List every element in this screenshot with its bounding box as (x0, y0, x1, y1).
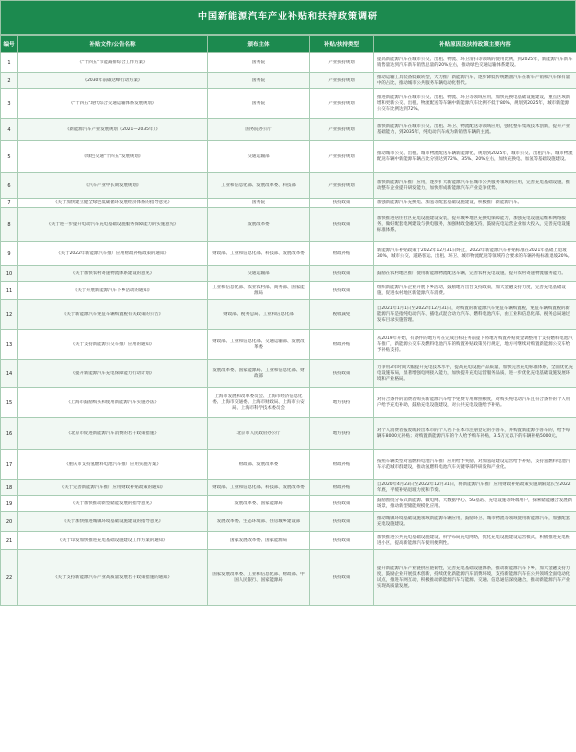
cell-number-text: 15 (5, 399, 13, 406)
cell-issuer-text: 国务院 (251, 59, 266, 65)
table-row (1, 119, 576, 141)
cell-issuer-text: 发展改革委 (247, 221, 270, 227)
cell-number-text: 2 (7, 77, 11, 84)
cell-issuer-text: 工业和信息化部、发展改革委、科技部 (221, 182, 296, 188)
header-issuer[interactable]: 颁布主体 (208, 36, 310, 53)
cell-document-name-text: 《关于进一步提升电动汽车充电基础设施服务保障能力的实施意见》 (46, 221, 179, 227)
cell-subsidy-type-text: 地方扶持 (332, 430, 351, 436)
cell-issuer-text: 国家发展改革委、工业和信息化部、财政部、中国人民银行、国家能源局 (212, 571, 305, 583)
cell-issuer[interactable] (208, 532, 310, 550)
cell-subsidy-type-text: 产业扶持规划 (328, 77, 355, 83)
cell-content[interactable] (374, 450, 576, 480)
cell-subsidy-type-text: 扶持政策 (332, 518, 351, 524)
cell-number-text: 4 (7, 126, 11, 133)
cell-document-name-text: 《关于加快农村寄递物流体系建设的意见》 (70, 270, 155, 276)
cell-content[interactable] (374, 360, 576, 388)
table-row (1, 89, 576, 119)
cell-number[interactable] (1, 266, 18, 282)
cell-issuer[interactable] (208, 388, 310, 418)
cell-document-name-text: 《关于完善新能源汽车推广应用财政补贴政策的通知》 (59, 484, 166, 490)
cell-content[interactable] (374, 89, 576, 119)
cell-number[interactable] (1, 418, 18, 450)
cell-number-text: 8 (7, 221, 11, 228)
cell-issuer-text: 发展改革委、生态环境部、住房城乡建设部 (216, 518, 301, 524)
cell-content-text: 加快新能源汽车在城市公交、出租、环卫、物流配送等领域应用，强化整车集成技术创新，提升产业基础能力，到2035年，纯电动汽车成为新销售车辆的主流。 (377, 123, 571, 135)
cell-subsidy-type-text: 扶持政策 (332, 574, 351, 580)
cell-number[interactable] (1, 450, 18, 480)
cell-document-name[interactable] (18, 480, 208, 496)
cell-document-name-text: 《关于开展新能源汽车下乡活动的通知》 (72, 287, 153, 293)
cell-number[interactable] (1, 282, 18, 300)
cell-issuer[interactable] (208, 330, 310, 360)
cell-number[interactable] (1, 199, 18, 208)
cell-subsidy-type[interactable] (310, 330, 374, 360)
header-content[interactable]: 补贴原因及扶持政策主要内容 (374, 36, 576, 53)
cell-subsidy-type[interactable] (310, 512, 374, 532)
table-row (1, 73, 576, 89)
cell-number[interactable] (1, 360, 18, 388)
cell-document-name[interactable] (18, 418, 208, 450)
table-row (1, 266, 576, 282)
cell-document-name[interactable] (18, 388, 208, 418)
cell-issuer[interactable] (208, 73, 310, 89)
cell-issuer-text: 财政部、工业和信息化部、交通运输部、发展改革委 (212, 338, 305, 350)
cell-document-name[interactable] (18, 550, 208, 606)
cell-number[interactable] (1, 496, 18, 512)
cell-subsidy-type-text: 扶持政策 (332, 537, 351, 543)
cell-number[interactable] (1, 173, 18, 199)
cell-subsidy-type[interactable] (310, 480, 374, 496)
cell-subsidy-type-text: 扶持政策 (332, 287, 351, 293)
cell-content[interactable] (374, 199, 576, 208)
table-row (1, 418, 576, 450)
header-subsidy-type[interactable]: 补贴/扶持类型 (310, 36, 374, 53)
cell-document-name-text: 《关于印发加快推进充电基础设施建设工作方案的通知》 (57, 537, 168, 543)
cell-number[interactable] (1, 388, 18, 418)
cell-number-text: 18 (5, 484, 13, 491)
cell-document-name-text: 《新能源汽车产业发展规划（2021—2035年）》 (65, 126, 160, 132)
cell-issuer[interactable] (208, 53, 310, 73)
cell-subsidy-type[interactable] (310, 89, 374, 119)
cell-document-name[interactable] (18, 53, 208, 73)
cell-issuer[interactable] (208, 119, 310, 141)
cell-subsidy-type[interactable] (310, 141, 374, 173)
cell-subsidy-type-text: 扶持政策 (332, 370, 351, 376)
cell-issuer[interactable] (208, 89, 310, 119)
cell-number[interactable] (1, 330, 18, 360)
cell-issuer[interactable] (208, 199, 310, 208)
cell-issuer-text: 国务院办公厅 (245, 126, 272, 132)
cell-issuer-text: 国务院 (251, 100, 266, 106)
cell-number-text: 11 (5, 287, 13, 294)
cell-content[interactable] (374, 496, 576, 512)
cell-content[interactable] (374, 550, 576, 606)
table-row (1, 242, 576, 266)
cell-issuer[interactable] (208, 282, 310, 300)
cell-issuer-text: 国务院 (251, 200, 266, 205)
cell-subsidy-type[interactable] (310, 242, 374, 266)
cell-issuer[interactable] (208, 242, 310, 266)
table-row (1, 480, 576, 496)
cell-subsidy-type-text: 财政补贴 (332, 341, 351, 347)
cell-document-name-text: 《汽车产业中长期发展规划》 (83, 182, 142, 188)
table-row (1, 550, 576, 606)
header-document-name[interactable]: 补贴文件/公告名称 (18, 36, 208, 53)
cell-number[interactable] (1, 89, 18, 119)
cell-content[interactable] (374, 266, 576, 282)
cell-content-text: 加强新能源汽车充换电、加氢等配套基础设施建设，积极推广新能源汽车。 (377, 200, 522, 205)
cell-document-name-text: 《"十四五"现代综合交通运输体系发展规划》 (68, 100, 157, 106)
cell-number-text: 9 (7, 250, 11, 257)
cell-document-name-text: 《北京市促进新能源汽车消费的若干政策措施》 (66, 430, 159, 436)
cell-subsidy-type-text: 产业扶持规划 (328, 153, 355, 159)
cell-issuer[interactable] (208, 300, 310, 330)
cell-document-name-text: 《关于支持新能源汽车产业高质量发展若干政策措施的通知》 (53, 574, 172, 580)
cell-issuer-text: 工业和信息化部、农业农村部、商务部、国家能源局 (212, 284, 305, 296)
cell-subsidy-type-text: 产业扶持规划 (328, 126, 355, 132)
cell-subsidy-type-text: 扶持政策 (332, 500, 351, 506)
cell-content-text: 自2021年1月1日至2022年12月31日，对购置的新能源汽车免征车辆购置税，免征车辆购置税的新能源汽车是指纯电动汽车、插电式混合动力汽车、燃料电池汽车，由工业和信息化部、税务总局通过发布目录实施管理。 (377, 305, 571, 323)
cell-content[interactable] (374, 418, 576, 450)
cell-number-text: 13 (5, 341, 13, 348)
cell-content[interactable] (374, 208, 576, 242)
cell-document-name[interactable] (18, 532, 208, 550)
cell-subsidy-type[interactable] (310, 73, 374, 89)
table-row (1, 512, 576, 532)
cell-document-name-text: 《关于新能源汽车免征车辆购置税有关政策的公告》 (62, 311, 163, 317)
cell-document-name[interactable] (18, 300, 208, 330)
cell-content-text: 推动城镇环境基础设施领域新能源车辆应用，鼓励环卫、城市物流等领域使用新能源汽车，加强配套充电设施建设。 (377, 515, 571, 527)
cell-content[interactable] (374, 242, 576, 266)
cell-document-name[interactable] (18, 208, 208, 242)
cell-issuer-text: 财政部、工业和信息化部、科技部、发展改革委 (212, 250, 305, 256)
table-row (1, 53, 576, 73)
cell-issuer-text: 国务院 (251, 77, 266, 83)
cell-issuer[interactable] (208, 173, 310, 199)
cell-issuer-text: 财政部、发展改革委 (238, 461, 279, 467)
table-body (1, 53, 576, 606)
cell-number-text: 16 (5, 430, 13, 437)
cell-issuer-text: 财政部、税务总局、工业和信息化部 (223, 311, 294, 317)
cell-issuer-text: 交通运输部 (247, 270, 270, 276)
cell-subsidy-type[interactable] (310, 550, 374, 606)
cell-number-text: 21 (5, 537, 13, 544)
cell-issuer-text: 国家发展改革委、国家能源局 (229, 537, 288, 543)
cell-number-text: 5 (7, 153, 11, 160)
cell-document-name[interactable] (18, 450, 208, 480)
cell-content[interactable] (374, 53, 576, 73)
cell-content-text: 提升新能源汽车产业链供应链韧性，完善充电基础设施体系，推动新能源汽车下乡，加大金融支持力度，鼓励企业开展技术创新，持续优化新能源汽车消费环境，支持新能源汽车在公共领域全面电动化试点，推进车网互动，积极推动新能源汽车与能源、交通、信息通信深度融合，推动新能源汽车产业实现高质量发展。 (377, 565, 571, 589)
cell-issuer-text: 发展改革委、国家能源局、工业和信息化部、财政部 (212, 367, 305, 379)
cell-number[interactable] (1, 119, 18, 141)
cell-content-text: 推动运输工具装备低碳转型，大力推广新能源汽车，逐步降低传统燃油汽车在新车产销和汽车保有量中的占比，推动城市公共服务车辆电动化替代。 (377, 74, 571, 86)
cell-issuer[interactable] (208, 496, 310, 512)
cell-content-text: 对个人消费者报废或转出本市的个人名下在本市注册登记的小客车，并购置新能源小客车的，给予每辆车8000元补贴；对购置新能源汽车的个人给予购车补贴，3.5万元以下的车辆补贴5000元。 (377, 427, 571, 439)
cell-content-text: 加快推进公共充电基础设施建设，科学布局充电网络，优化充电设施建设运营模式，积极推进充电桩进小区，提高新能源汽车使用便利性。 (377, 534, 571, 546)
cell-issuer-text: 发展改革委、国家能源局 (234, 500, 283, 506)
cell-subsidy-type-text: 财政补贴 (332, 461, 351, 467)
cell-number-text: 12 (5, 311, 13, 318)
cell-content[interactable] (374, 480, 576, 496)
cell-number-text: 19 (5, 500, 13, 507)
table-row (1, 360, 576, 388)
cell-subsidy-type[interactable] (310, 199, 374, 208)
cell-document-name-text: 《上海市鼓励购买和使用新能源汽车实施办法》 (66, 399, 159, 405)
cell-document-name[interactable] (18, 242, 208, 266)
cell-content[interactable] (374, 73, 576, 89)
cell-content[interactable] (374, 141, 576, 173)
cell-document-name-text: 《关于加快推动新型储能发展的指导意见》 (70, 500, 155, 506)
cell-document-name[interactable] (18, 266, 208, 282)
cell-subsidy-type[interactable] (310, 450, 374, 480)
cell-issuer[interactable] (208, 450, 310, 480)
cell-number[interactable] (1, 73, 18, 89)
cell-document-name[interactable] (18, 282, 208, 300)
cell-content-text: 自2020年4月23日至2022年12月31日，将新能源汽车推广应用财政补贴政策实施期限延长至2022年底，平缓补贴退坡力度和节奏。 (377, 481, 571, 493)
table-row (1, 388, 576, 418)
cell-number-text: 17 (5, 461, 13, 468)
cell-subsidy-type-text: 税收减免 (332, 311, 351, 317)
cell-number-text: 3 (7, 100, 11, 107)
cell-issuer[interactable] (208, 266, 310, 282)
cell-content-text: 鼓励在农村地区推广使用新能源物流配送车辆，完善农村充电设施，提升农村寄递物流服务能力。 (377, 270, 566, 276)
cell-document-name-text: 《提升新能源汽车充电保障能力行动计划》 (70, 370, 155, 376)
cell-subsidy-type[interactable] (310, 496, 374, 512)
cell-issuer[interactable] (208, 208, 310, 242)
cell-document-name[interactable] (18, 119, 208, 141)
cell-content[interactable] (374, 119, 576, 141)
cell-subsidy-type[interactable] (310, 208, 374, 242)
cell-document-name-text: 《关于加快推进城镇环境基础设施建设的指导意见》 (62, 518, 163, 524)
cell-document-name-text: 《关于支持新能源公交车推广应用的通知》 (70, 341, 155, 347)
cell-document-name-text: 《关于2022年新能源汽车推广应用财政补贴政策的通知》 (56, 250, 169, 256)
cell-subsidy-type-text: 扶持政策 (332, 200, 351, 205)
cell-number[interactable] (1, 53, 18, 73)
cell-document-name[interactable] (18, 360, 208, 388)
cell-content-text: 推动城市公交、出租、城市物流配送车辆新能源化，规划到2025年，城市公交、出租汽车、城市物流配送车辆中新能源车辆占比分别达到72%、35%、20%左右，加快充换电、加氢等基础设施建设。 (377, 150, 573, 162)
cell-document-name[interactable] (18, 330, 208, 360)
table-row (1, 532, 576, 550)
cell-content-text: 组织新能源汽车企业开展下乡活动，鼓励地方出台支持政策，加大金融支持力度，完善充电基础设施，促进农村地区新能源汽车消费。 (377, 284, 566, 296)
cell-issuer-text: 交通运输部 (247, 153, 270, 159)
cell-subsidy-type-text: 扶持政策 (332, 221, 351, 227)
cell-subsidy-type[interactable] (310, 173, 374, 199)
cell-issuer[interactable] (208, 141, 310, 173)
cell-number[interactable] (1, 208, 18, 242)
cell-number-text: 7 (7, 200, 11, 206)
table-row (1, 282, 576, 300)
cell-issuer-text: 财政部、工业和信息化部、科技部、发展改革委 (212, 484, 305, 490)
cell-document-name[interactable] (18, 73, 208, 89)
cell-number[interactable] (1, 480, 18, 496)
cell-number[interactable] (1, 550, 18, 606)
cell-number[interactable] (1, 141, 18, 173)
cell-subsidy-type[interactable] (310, 532, 374, 550)
cell-content-text: 按照车辆类型对氢燃料电池汽车推广应用给予奖励，对加氢站建设运营给予补贴，支持氢燃料电池汽车示范城市群建设，推动氢燃料电池汽车关键零部件研发和产业化。 (377, 458, 571, 470)
cell-content-text: 力争用3年时间大幅提升充电技术水平，提高充电设施产品质量，加快完善充电标准体系，全面优化充电设施布局，显著增强电网接入能力，加快提升充电运营服务品质，进一步优化充电基础设施发展环境和产业格局。 (377, 364, 573, 382)
cell-subsidy-type-text: 产业扶持规划 (328, 59, 355, 65)
cell-subsidy-type-text: 财政补贴 (332, 250, 351, 256)
cell-content[interactable] (374, 300, 576, 330)
table-row (1, 141, 576, 173)
cell-content-text: 从2019年开始，有条件的地方可在完成目标任务前提下将地方购置补贴资金调整用于支持燃料电池汽车推广，新能源公交车及燃料电池汽车的购置补贴政策另行规定，地方可继续对购置新能源公交车给予补贴支持。 (377, 335, 573, 353)
cell-content[interactable] (374, 173, 576, 199)
cell-document-name[interactable] (18, 173, 208, 199)
header-number[interactable]: 编号 (1, 36, 18, 53)
cell-document-name-text: 《重庆市支持氢燃料电池汽车推广应用实施方案》 (64, 461, 161, 467)
cell-document-name-text: 《2030年前碳达峰行动方案》 (82, 77, 143, 83)
cell-issuer[interactable] (208, 418, 310, 450)
cell-number[interactable] (1, 242, 18, 266)
cell-document-name[interactable] (18, 512, 208, 532)
cell-number-text: 14 (5, 370, 13, 377)
cell-subsidy-type-text: 地方扶持 (332, 399, 351, 405)
cell-issuer[interactable] (208, 550, 310, 606)
cell-document-name-text: 《关于加快建立健全绿色低碳循环发展经济体系的指导意见》 (53, 200, 172, 205)
cell-document-name[interactable] (18, 199, 208, 208)
cell-content-text: 提高新能源汽车在城市公交、出租、物流、环卫清扫等领域的使用比例，到2025年，新能源汽车新车销售量达到汽车新车销售总量的20%左右，推动绿色交通运输体系建设。 (377, 56, 573, 68)
cell-issuer[interactable] (208, 512, 310, 532)
table-row (1, 330, 576, 360)
cell-issuer-text: 北京市人民政府办公厅 (236, 430, 281, 436)
cell-subsidy-type-text: 财政补贴 (332, 484, 351, 490)
cell-document-name-text: 《绿色交通"十四五"发展规划》 (81, 153, 144, 159)
table-title: 中国新能源汽车产业补贴和扶持政策调研 (0, 0, 576, 35)
cell-subsidy-type-text: 产业扶持规划 (328, 100, 355, 106)
cell-number[interactable] (1, 532, 18, 550)
cell-content-text: 加快推进居住社区充电设施建设安装，提升城乡地区充换电保障能力，加强充电设施运维和网络服务，做好配套电网建设与供电服务，加强财政金融支持，鼓励充电运营企业加大投入，完善充电设施标准体系。 (377, 215, 571, 233)
policy-table (0, 35, 576, 606)
cell-subsidy-type[interactable] (310, 388, 374, 418)
cell-issuer[interactable] (208, 480, 310, 496)
cell-content-text: 鼓励围绕分布式新能源、微电网、大数据中心、5G基站、充电设施等终端用户，探索储能融合发展新场景，推动新型储能规模化应用。 (377, 497, 572, 509)
cell-content[interactable] (374, 330, 576, 360)
cell-number-text: 20 (5, 518, 13, 525)
cell-number-text: 6 (7, 182, 11, 189)
header-row (1, 36, 576, 53)
cell-document-name[interactable] (18, 496, 208, 512)
cell-content-text: 对符合条件的消费者购买新能源汽车给予免费专用牌照额度，对购买纯电动汽车且符合条件的个人用户给予充电补助，鼓励充电设施建设，对公共充电设施给予补贴。 (377, 396, 571, 408)
cell-subsidy-type[interactable] (310, 300, 374, 330)
table-row (1, 450, 576, 480)
cell-content[interactable] (374, 282, 576, 300)
cell-document-name[interactable] (18, 141, 208, 173)
cell-content-text: 推进新能源汽车在城市公交、出租、物流、环卫等领域应用，加快充换电基础设施建设，重点区域新增和更新公交、出租、物流配送等车辆中新能源汽车比例不低于80%，规划到2025年，城市新能源公交车比例达到72%。 (377, 94, 571, 112)
cell-number-text: 22 (5, 574, 13, 581)
cell-subsidy-type[interactable] (310, 360, 374, 388)
table-row (1, 208, 576, 242)
table-row (1, 300, 576, 330)
cell-number-text: 1 (7, 59, 11, 66)
cell-subsidy-type[interactable] (310, 119, 374, 141)
cell-number[interactable] (1, 300, 18, 330)
cell-content[interactable] (374, 512, 576, 532)
cell-document-name[interactable] (18, 89, 208, 119)
table-row (1, 496, 576, 512)
cell-document-name-text: 《"十四五"节能减排综合工作方案》 (77, 59, 148, 65)
cell-content-text: 新能源汽车补贴政策于2022年12月31日终止，2022年新能源汽车补贴标准在2021年基础上退坡30%，城市公交、道路客运、出租、环卫、城市物流配送等领域符合要求的车辆补贴标准退坡20%。 (377, 247, 573, 259)
cell-subsidy-type-text: 扶持政策 (332, 270, 351, 276)
cell-issuer[interactable] (208, 360, 310, 388)
table-row (1, 199, 576, 208)
cell-issuer-text: 上海市发展和改革委员会、上海市经济信息化委、上海市交通委、上海市财政局、上海市公安局、上海市科学技术委员会 (212, 393, 305, 411)
cell-subsidy-type[interactable] (310, 266, 374, 282)
cell-number-text: 10 (5, 270, 13, 277)
cell-content-text: 加快新能源汽车推广应用，逐步扩大新能源汽车在城市公共服务领域的应用，完善充电基础设施，推动整车企业提升研发能力，加快形成新能源汽车产业竞争优势。 (377, 179, 571, 191)
table-row (1, 173, 576, 199)
cell-subsidy-type-text: 产业扶持规划 (328, 182, 355, 188)
cell-number[interactable] (1, 512, 18, 532)
cell-subsidy-type[interactable] (310, 282, 374, 300)
cell-subsidy-type[interactable] (310, 418, 374, 450)
cell-content[interactable] (374, 532, 576, 550)
cell-content[interactable] (374, 388, 576, 418)
cell-subsidy-type[interactable] (310, 53, 374, 73)
